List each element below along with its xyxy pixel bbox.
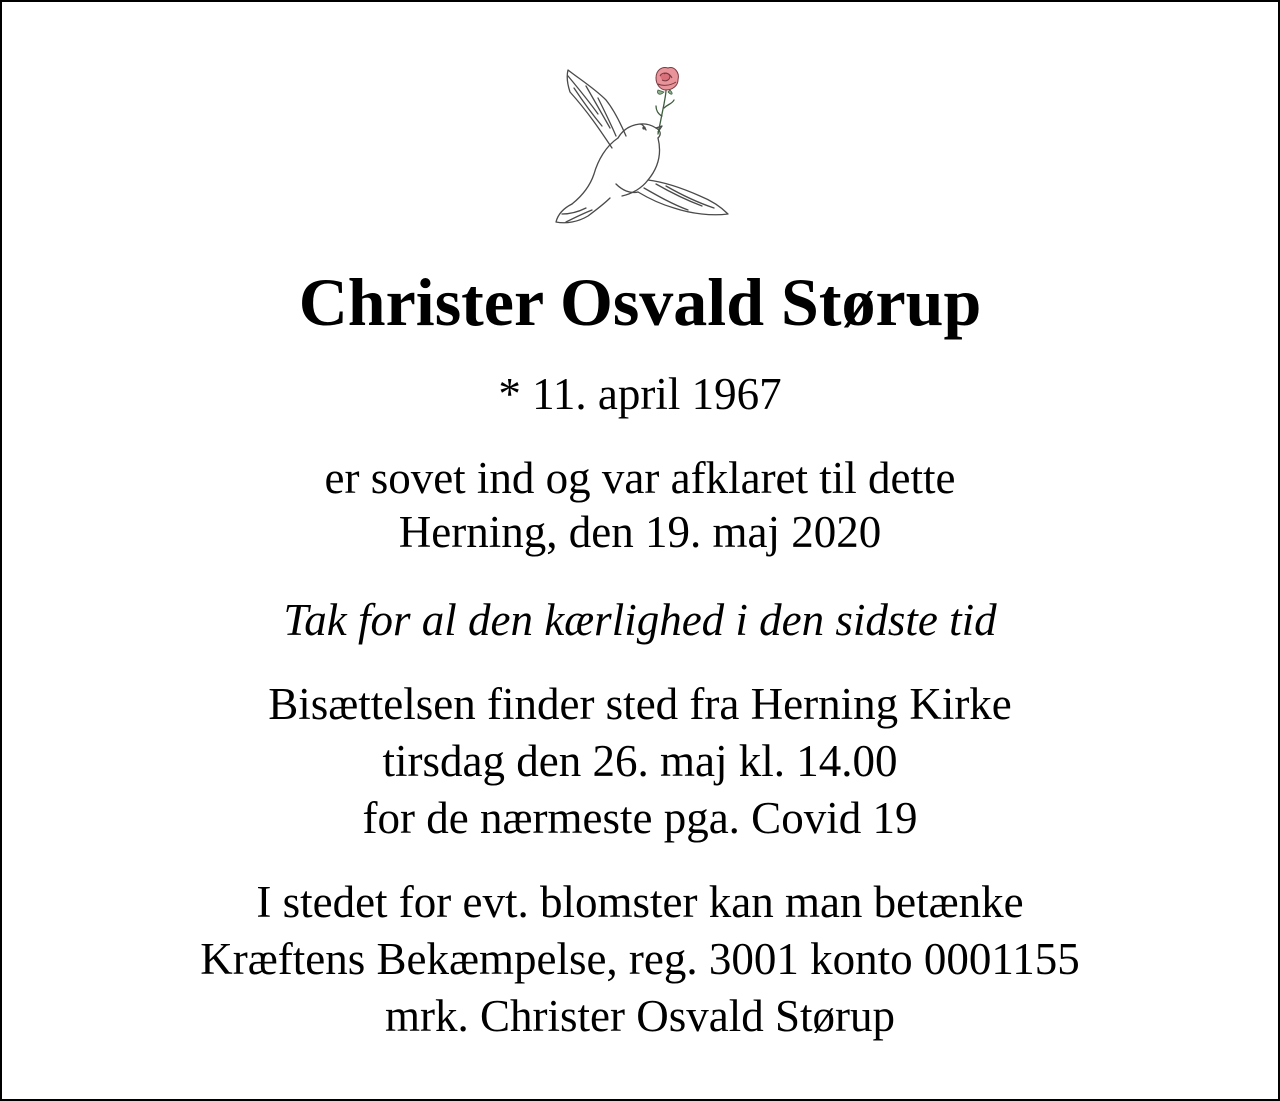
birth-date: * 11. april 1967: [498, 369, 782, 419]
donation-line-2: Kræftens Bekæmpelse, reg. 3001 konto 0001155: [200, 934, 1080, 984]
thanks-line: Tak for al den kærlighed i den sidste tid: [283, 595, 997, 645]
donation-line-1: I stedet for evt. blomster kan man betænke: [256, 877, 1024, 927]
death-line-1: er sovet ind og var afklaret til dette: [324, 453, 956, 503]
death-line-2: Herning, den 19. maj 2020: [398, 507, 882, 557]
funeral-line-1: Bisættelsen finder sted fra Herning Kirke: [268, 679, 1012, 729]
funeral-line-2: tirsdag den 26. maj kl. 14.00: [382, 736, 898, 786]
funeral-line-3: for de nærmeste pga. Covid 19: [362, 793, 918, 843]
dove-with-rose-icon: [552, 64, 732, 228]
donation-line-3: mrk. Christer Osvald Størup: [385, 991, 895, 1041]
deceased-name: Christer Osvald Størup: [298, 264, 982, 340]
